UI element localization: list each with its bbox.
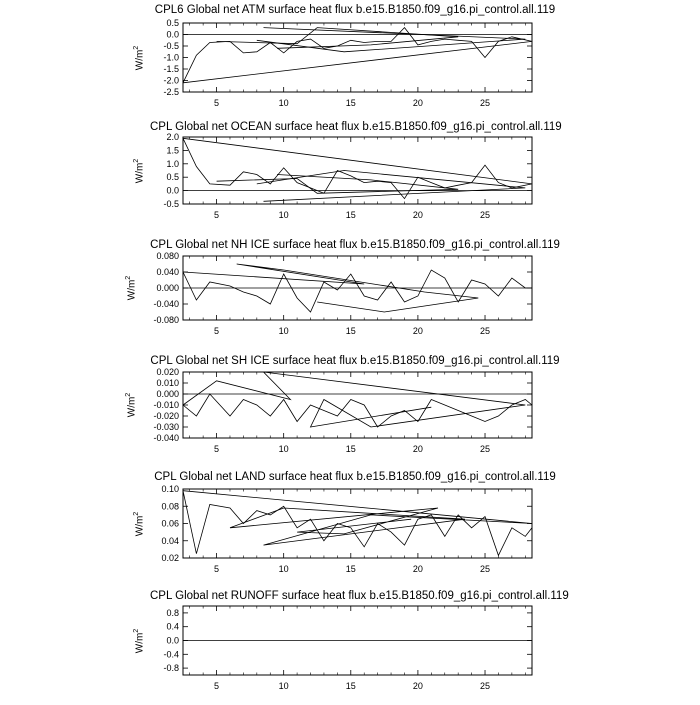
y-axis-label-exponent: 2 <box>125 392 132 397</box>
y-tick-label: 0.4 <box>166 621 179 632</box>
x-tick-label: 10 <box>278 98 289 108</box>
y-tick-label: 0.040 <box>156 267 179 277</box>
x-tick-label: 15 <box>345 98 356 108</box>
y-tick-label: 0.10 <box>161 484 179 494</box>
x-tick-label: 25 <box>480 98 491 108</box>
chart-title: CPL Global net NH ICE surface heat flux b.e15.B1850.f09_g16.pi_control.all.119 <box>150 239 560 251</box>
chart-panel <box>153 251 532 336</box>
y-tick-label: -2.5 <box>163 87 179 97</box>
x-tick-label: 20 <box>412 564 423 574</box>
x-tick-label: 20 <box>412 681 423 691</box>
y-axis-label <box>133 141 147 201</box>
x-tick-label: 25 <box>480 210 491 220</box>
y-tick-label: -0.020 <box>153 411 179 421</box>
y-axis-label <box>125 375 139 435</box>
x-tick-label: 25 <box>480 681 491 691</box>
y-tick-label: 0.04 <box>161 535 179 546</box>
y-tick-label: 0.8 <box>166 607 179 618</box>
y-axis-label <box>133 611 147 671</box>
y-tick-label: 0.5 <box>166 172 179 183</box>
y-axis-label-text: W/m <box>126 279 138 301</box>
y-tick-label: 0.02 <box>161 553 179 563</box>
x-tick-label: 10 <box>278 681 289 691</box>
series-line <box>183 270 532 312</box>
y-tick-label: -0.040 <box>153 299 179 309</box>
y-tick-label: -0.080 <box>153 315 179 325</box>
y-axis-label-exponent: 2 <box>133 628 140 633</box>
x-tick-label: 20 <box>412 98 423 108</box>
y-axis-label <box>133 28 147 88</box>
y-tick-label: 0.000 <box>156 389 179 399</box>
x-tick-label: 5 <box>214 681 220 691</box>
y-axis-label-text: W/m <box>126 396 138 418</box>
y-tick-label: 0.020 <box>156 367 179 377</box>
y-axis-label-text: W/m <box>134 515 146 536</box>
y-tick-label: 0.000 <box>156 283 179 293</box>
series-line <box>183 138 532 198</box>
series-line <box>183 491 532 556</box>
y-tick-label: -2.0 <box>163 75 179 86</box>
y-tick-label: -0.040 <box>153 433 179 443</box>
y-tick-label: -1.5 <box>163 64 179 74</box>
plot-frame <box>183 372 532 438</box>
series-line <box>257 171 526 202</box>
plot-frame <box>183 23 532 92</box>
x-tick-label: 20 <box>412 326 423 336</box>
x-tick-label: 15 <box>345 210 356 220</box>
y-tick-label: -1.0 <box>163 52 179 63</box>
x-tick-label: 15 <box>345 564 356 574</box>
y-tick-label: 1.5 <box>166 145 179 156</box>
y-axis-label <box>133 494 147 554</box>
chart-title: CPL Global net LAND surface heat flux b.e15.B1850.f09_g16.pi_control.all.119 <box>154 471 556 483</box>
x-tick-label: 10 <box>278 326 289 336</box>
x-tick-label: 5 <box>214 326 220 336</box>
y-tick-label: 0.080 <box>156 251 179 261</box>
chart-title: CPL6 Global net ATM surface heat flux b.e15.B1850.f09_g16.pi_control.all.119 <box>154 4 556 16</box>
y-axis-label-text: W/m <box>134 49 146 70</box>
y-axis-label-exponent: 2 <box>133 511 140 516</box>
y-axis-label-exponent: 2 <box>133 158 140 163</box>
x-tick-label: 20 <box>412 444 423 454</box>
series-line <box>257 28 526 52</box>
x-tick-label: 5 <box>214 210 220 220</box>
chart-panel <box>163 606 532 691</box>
y-axis-label <box>125 258 139 318</box>
y-tick-label: 0.0 <box>166 185 179 196</box>
chart-panel <box>163 132 532 220</box>
x-tick-label: 25 <box>480 564 491 574</box>
y-tick-label: 0.0 <box>166 635 179 646</box>
x-tick-label: 10 <box>278 444 289 454</box>
y-tick-label: 0.06 <box>161 518 179 529</box>
x-tick-label: 5 <box>214 564 220 574</box>
x-tick-label: 10 <box>278 210 289 220</box>
y-tick-label: 0.5 <box>166 18 179 28</box>
x-tick-label: 5 <box>214 444 220 454</box>
x-tick-label: 25 <box>480 444 491 454</box>
chart-panel <box>161 484 532 574</box>
y-axis-label-text: W/m <box>134 632 146 653</box>
x-tick-label: 5 <box>214 98 220 108</box>
series-line <box>183 28 532 83</box>
y-axis-label-text: W/m <box>134 162 146 183</box>
chart-title: CPL Global net RUNOFF surface heat flux b.e15.B1850.f09_g16.pi_control.all.119 <box>150 590 569 602</box>
x-tick-label: 10 <box>278 564 289 574</box>
y-tick-label: 2.0 <box>166 132 179 142</box>
chart-title: CPL Global net SH ICE surface heat flux b.e15.B1850.f09_g16.pi_control.all.119 <box>150 355 560 367</box>
y-axis-label-exponent: 2 <box>125 275 132 280</box>
y-tick-label: 0.08 <box>161 501 179 512</box>
y-axis-label-exponent: 2 <box>133 45 140 50</box>
x-tick-label: 15 <box>345 681 356 691</box>
x-tick-label: 15 <box>345 444 356 454</box>
x-tick-label: 25 <box>480 326 491 336</box>
y-tick-label: -0.5 <box>163 199 179 209</box>
y-tick-label: -0.4 <box>163 649 179 660</box>
y-tick-label: -0.010 <box>153 400 179 410</box>
y-tick-label: 0.010 <box>156 378 179 388</box>
y-tick-label: -0.8 <box>163 663 179 674</box>
x-tick-label: 15 <box>345 326 356 336</box>
y-tick-label: -0.5 <box>163 41 179 51</box>
chart-title: CPL Global net OCEAN surface heat flux b.e15.B1850.f09_g16.pi_control.all.119 <box>150 121 562 133</box>
x-tick-label: 20 <box>412 210 423 220</box>
plot-frame <box>183 137 532 204</box>
y-tick-label: 1.0 <box>166 158 179 169</box>
plot-frame <box>183 489 532 558</box>
chart-panel <box>163 18 532 108</box>
y-tick-label: 0.0 <box>166 29 179 40</box>
y-tick-label: -0.030 <box>153 422 179 432</box>
series-line <box>183 372 525 427</box>
chart-panel <box>153 367 532 454</box>
